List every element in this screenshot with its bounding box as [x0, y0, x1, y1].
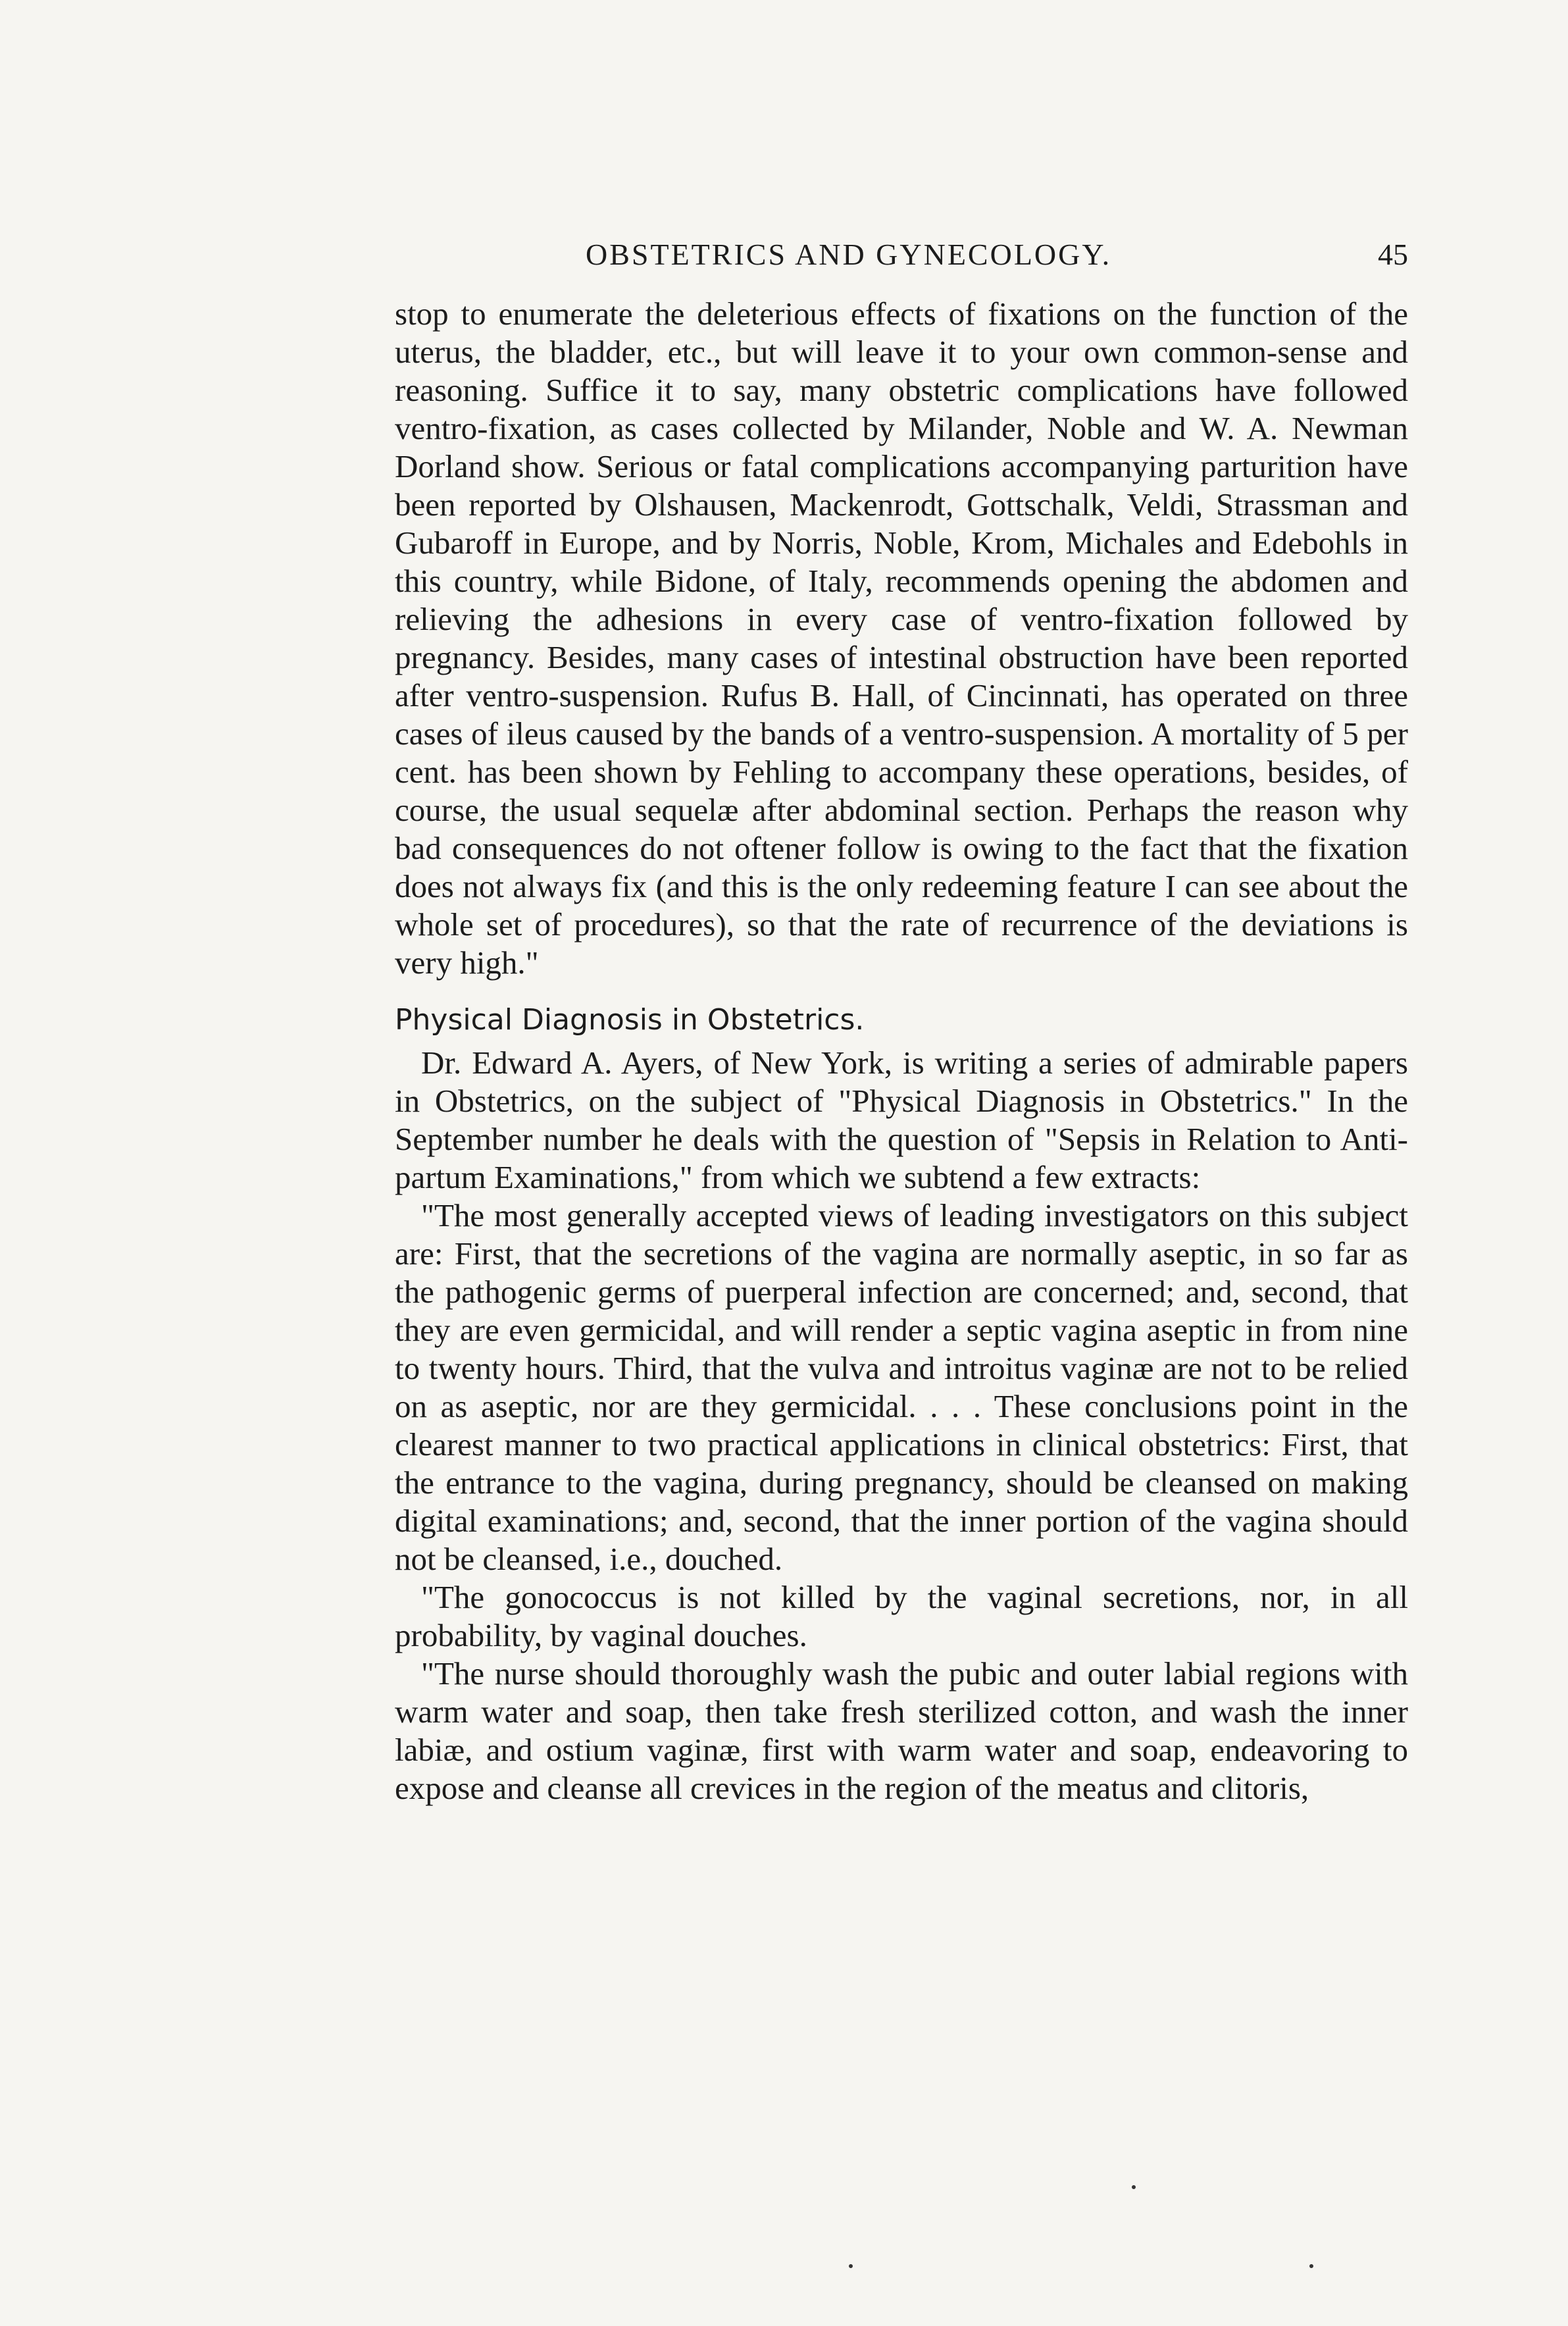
- paragraph-quote-views: "The most generally accepted views of leading investigators on this subject are: First, that the secretions of the vagina are normally aseptic, in so far as the pathogenic germs of puerperal infection are concerned; and, second, that they are even germicidal, and will render a septic vagina aseptic in from nine to twenty hours. Third, that the vulva and introitus vaginæ are not to be relied on as aseptic, nor are they germicidal. . . . These conclusions point in the clearest manner to two practical applications in clinical obstetrics: First, that the entrance to the vagina, during pregnancy, should be cleansed on making digital examinations; and, second, that the inner portion of the vagina should not be cleansed, i.e., douched.: [395, 1197, 1408, 1577]
- paragraph-intro: Dr. Edward A. Ayers, of New York, is writing a series of admirable papers in Obstetrics, on the subject of "Physical Diagnosis in Obstetrics." In the September number he deals with the question of "Sepsis in Relation to Anti-partum Examinations," from which we subtend a few extracts:: [395, 1045, 1408, 1195]
- print-speck: [849, 2264, 853, 2268]
- document-page: [395, 237, 1408, 1807]
- section-heading: Physical Diagnosis in Obstetrics.: [395, 1003, 865, 1037]
- paragraph-quote-gonococcus: "The gonococcus is not killed by the vaginal secretions, nor, in all probability, by vaginal douches.: [395, 1579, 1408, 1653]
- paragraph-quote-nurse: "The nurse should thoroughly wash the pubic and outer labial regions with warm water and soap, then take fresh sterilized cotton, and wash the inner labiæ, and ostium vaginæ, first with warm water and soap, endeavoring to expose and cleanse all crevices in the region of the meatus and clitoris,: [395, 1655, 1408, 1806]
- running-head: [395, 237, 1408, 283]
- print-speck: [1132, 2185, 1136, 2189]
- page-number: 45: [1378, 238, 1408, 271]
- paragraph-continued: stop to enumerate the deleterious effects of fixations on the function of the uterus, the bladder, etc., but will leave it to your own common-sense and reasoning. Suffice it to say, many obstetric complications have followed ventro-fixation, as cases collected by Milander, Noble and W. A. Newman Dorland show. Serious or fatal complications accompanying parturition have been reported by Olshausen, Mackenrodt, Gottschalk, Veldi, Strassman and Gubaroff in Europe, and by Norris, Noble, Krom, Michales and Edebohls in this country, while Bidone, of Italy, recommends opening the abdomen and relieving the adhesions in every case of ventro-fixation followed by pregnancy. Besides, many cases of intestinal obstruction have been reported after ventro-suspension. Rufus B. Hall, of Cincinnati, has operated on three cases of ileus caused by the bands of a ventro-suspension. A mortality of 5 per cent. has been shown by Fehling to accompany these operations, besides, of course, the usual sequelæ after abdominal section. Perhaps the reason why bad consequences do not oftener follow is owing to the fact that the fixation does not always fix (and this is the only redeeming feature I can see about the whole set of procedures), so that the rate of recurrence of the deviations is very high.": [395, 296, 1408, 981]
- body-text: [395, 295, 1408, 1807]
- running-title: OBSTETRICS AND GYNECOLOGY.: [586, 238, 1112, 271]
- print-speck: [1309, 2264, 1313, 2268]
